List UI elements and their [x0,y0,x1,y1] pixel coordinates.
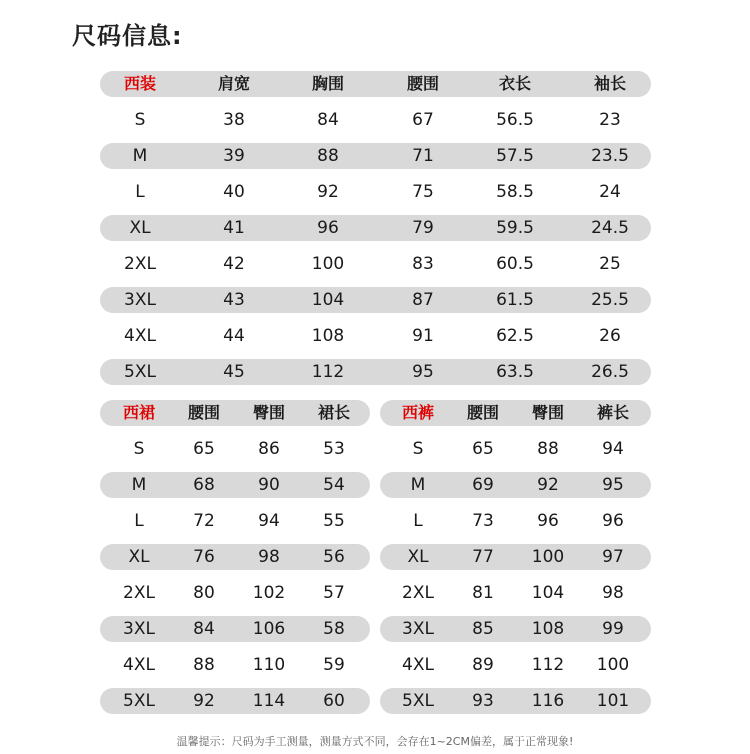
size-label: 4XL [123,655,155,675]
size-label: L [134,511,144,531]
table-cell: 96 [537,511,559,531]
table-cell: 73 [472,511,494,531]
table-cell: 112 [531,655,565,675]
table-cell: 108 [311,326,345,346]
table-cell: 80 [193,583,215,603]
size-note: 温馨提示：尺码为手工测量，测量方式不同，会存在1~2CM偏差，属于正常现象! [176,735,574,748]
table-row [380,472,651,498]
table-cell: 57 [323,583,345,603]
table-cell: 94 [602,439,624,459]
size-label: 3XL [124,290,156,310]
table-row [100,143,651,169]
table-cell: 76 [193,547,215,567]
table-cell: 75 [412,182,434,202]
table-cell: 63.5 [496,362,534,382]
size-label: 2XL [123,583,155,603]
size-label: XL [407,547,429,567]
table-cell: 24.5 [591,218,629,238]
table-cell: 72 [193,511,215,531]
column-header: 臀围 [531,403,565,422]
table-row [100,688,370,714]
table-cell: 54 [323,475,345,495]
size-label: XL [128,547,150,567]
table-cell: 92 [317,182,339,202]
table-row [380,544,651,570]
table-cell: 26.5 [591,362,629,382]
table-cell: 95 [412,362,434,382]
table-row [100,616,370,642]
column-header: 腰围 [406,74,440,93]
table-cell: 85 [472,619,494,639]
table-cell: 101 [596,691,630,711]
table-cell: 87 [412,290,434,310]
table-cell: 98 [258,547,280,567]
size-label: 4XL [402,655,434,675]
table-cell: 99 [602,619,624,639]
table-row [380,616,651,642]
table-cell: 58.5 [496,182,534,202]
table-row [100,580,370,606]
size-label: 3XL [402,619,434,639]
size-label: 5XL [123,691,155,711]
table-cell: 40 [223,182,245,202]
table-cell: 68 [193,475,215,495]
table-row [100,652,370,678]
size-label: S [412,439,424,459]
table-cell: 98 [602,583,624,603]
table-cell: 62.5 [496,326,534,346]
table-cell: 104 [311,290,345,310]
table-row [380,688,651,714]
size-label: S [134,110,146,130]
table-cell: 58 [323,619,345,639]
table-row [100,251,651,277]
table-cell: 26 [599,326,621,346]
table-cell: 110 [252,655,286,675]
size-label: M [410,475,426,495]
size-label: 2XL [124,254,156,274]
table-cell: 59.5 [496,218,534,238]
table-cell: 100 [531,547,565,567]
table-cell: 57.5 [496,146,534,166]
table-row [100,215,651,241]
table-cell: 96 [317,218,339,238]
table-cell: 23.5 [591,146,629,166]
size-label: S [133,439,145,459]
column-header: 裤长 [596,403,630,422]
table-cell: 97 [602,547,624,567]
table-cell: 88 [193,655,215,675]
table-cell: 106 [252,619,286,639]
table-row [100,544,370,570]
table-cell: 86 [258,439,280,459]
table-cell: 102 [252,583,286,603]
table-cell: 84 [193,619,215,639]
column-header: 西装 [123,74,157,93]
table-row [380,652,651,678]
table-cell: 61.5 [496,290,534,310]
size-label: XL [129,218,151,238]
table-cell: 112 [311,362,345,382]
table-cell: 89 [472,655,494,675]
column-header: 肩宽 [217,74,251,93]
table-cell: 43 [223,290,245,310]
table-cell: 81 [472,583,494,603]
table-row [380,580,651,606]
table-cell: 69 [472,475,494,495]
table-row [100,436,370,462]
table-row [100,323,651,349]
table-cell: 42 [223,254,245,274]
table-cell: 56 [323,547,345,567]
table-cell: 60.5 [496,254,534,274]
table-cell: 79 [412,218,434,238]
table-cell: 93 [472,691,494,711]
column-header: 裙长 [317,403,351,422]
size-label: L [413,511,423,531]
table-cell: 65 [193,439,215,459]
table-cell: 104 [531,583,565,603]
size-label: 4XL [124,326,156,346]
column-header: 腰围 [187,403,221,422]
table-cell: 96 [602,511,624,531]
column-header: 西裤 [401,403,435,422]
table-cell: 67 [412,110,434,130]
table-row [100,179,651,205]
table-row [380,436,651,462]
column-header: 腰围 [466,403,500,422]
size-label: M [132,146,148,166]
table-row [100,107,651,133]
table-cell: 108 [531,619,565,639]
table-cell: 23 [599,110,621,130]
table-row [380,508,651,534]
table-cell: 100 [311,254,345,274]
table-cell: 90 [258,475,280,495]
page-title: 尺码信息: [72,22,183,50]
table-cell: 56.5 [496,110,534,130]
table-cell: 94 [258,511,280,531]
table-cell: 60 [323,691,345,711]
table-cell: 83 [412,254,434,274]
table-cell: 92 [537,475,559,495]
column-header: 西裙 [122,403,156,422]
table-cell: 41 [223,218,245,238]
table-cell: 53 [323,439,345,459]
table-cell: 45 [223,362,245,382]
size-label: 3XL [123,619,155,639]
column-header: 臀围 [252,403,286,422]
table-row [100,472,370,498]
table-cell: 91 [412,326,434,346]
table-cell: 24 [599,182,621,202]
table-cell: 38 [223,110,245,130]
table-cell: 100 [596,655,630,675]
table-cell: 71 [412,146,434,166]
table-cell: 92 [193,691,215,711]
table-cell: 114 [252,691,286,711]
suit-header-row [100,71,651,97]
size-label: L [135,182,145,202]
size-label: 5XL [124,362,156,382]
table-cell: 65 [472,439,494,459]
skirt-header-row [100,400,370,426]
table-cell: 84 [317,110,339,130]
table-cell: 77 [472,547,494,567]
column-header: 胸围 [311,74,345,93]
table-cell: 55 [323,511,345,531]
column-header: 衣长 [498,74,532,93]
table-cell: 39 [223,146,245,166]
table-cell: 88 [537,439,559,459]
size-label: M [131,475,147,495]
table-cell: 25 [599,254,621,274]
table-cell: 59 [323,655,345,675]
table-cell: 88 [317,146,339,166]
table-cell: 116 [531,691,565,711]
table-row [100,359,651,385]
table-row [100,508,370,534]
table-cell: 95 [602,475,624,495]
table-cell: 25.5 [591,290,629,310]
column-header: 袖长 [593,74,627,93]
table-row [100,287,651,313]
table-cell: 44 [223,326,245,346]
size-label: 2XL [402,583,434,603]
pants-header-row [380,400,651,426]
size-label: 5XL [402,691,434,711]
